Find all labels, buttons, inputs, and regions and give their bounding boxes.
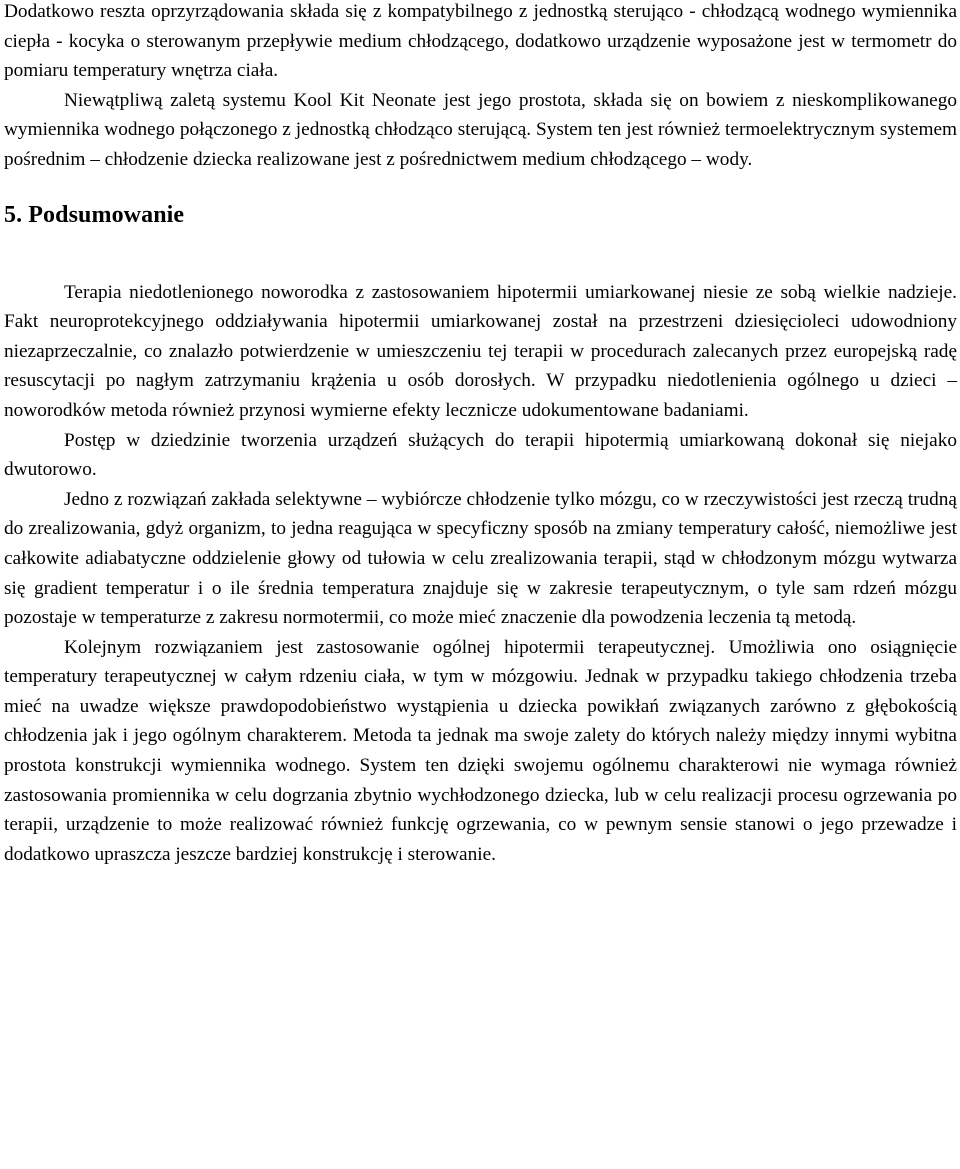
paragraph-summary-whole-body-cooling: Kolejnym rozwiązaniem jest zastosowanie ogólnej hipotermii terapeutycznej. Umożliwia ono osiągnięcie temperatury terapeutycznej w całym rdzeniu ciała, w tym w mózgowiu. Jednak w przypadku takiego chłodzenia trzeba mieć na uwadze większe prawdopodobieństwo wystąpienia u dziecka powikłań związanych zarówno z głębokością chłodzenia jak i jego ogólnym charakterem. Metoda ta jednak ma swoje zalety do których należy między innymi wybitna prostota konstrukcji wymiennika wodnego. System ten dzięki swojemu ogólnemu charakterowi nie wymaga również zastosowania promiennika w celu dogrzania zbytnio wychłodzonego dziecka, lub w celu realizacji procesu ogrzewania po terapii, urządzenie to może realizować również funkcję ogrzewania, co w pewnym sensie stanowi o jego przewadze i dodatkowo upraszcza jeszcze bardziej konstrukcję i sterowanie.: [4, 636, 957, 865]
paragraph-kool-kit-advantages: Niewątpliwą zaletą systemu Kool Kit Neonate jest jego prostota, składa się on bowiem z nieskomplikowanego wymiennika wodnego połączonego z jednostką chłodząco sterującą. System ten jest również termoelektrycznym systemem pośrednim – chłodzenie dziecka realizowane jest z pośrednictwem medium chłodzącego – wody.: [4, 89, 957, 170]
section-heading: 5. Podsumowanie: [4, 201, 185, 228]
paragraph-summary-therapy: Terapia niedotlenionego noworodka z zastosowaniem hipotermii umiarkowanej niesie ze sobą wielkie nadzieje. Fakt neuroprotekcyjnego oddziaływania hipotermii umiarkowanej został na przestrzeni dziesięcioleci udowodniony niezaprzeczalnie, co znalazło potwierdzenie w umieszczeniu tej terapii w procedurach zalecanych przez europejską radę resuscytacji po nagłym zatrzymaniu krążenia u osób dorosłych. W przypadku niedotlenienia ogólnego u dzieci – noworodków metoda również przynosi wymierne efekty lecznicze udokumentowane badaniami.: [4, 281, 957, 421]
heading-spacer: [4, 230, 957, 278]
paragraph-summary-selective-cooling: Jedno z rozwiązań zakłada selektywne – wybiórcze chłodzenie tylko mózgu, co w rzeczywistości jest rzeczą trudną do zrealizowania, gdyż organizm, to jedna reagująca w specyficzny sposób na zmiany temperatury całość, niemożliwe jest całkowite adiabatyczne oddzielenie głowy od tułowia w celu zrealizowania terapii, stąd w chłodzonym mózgu wytwarza się gradient temperatur i o ile średnia temperatura znajduje się w zakresie terapeutycznym, o tyle sam rdzeń mózgu pozostaje w temperaturze z zakresu normotermii, co może mieć znaczenie dla powodzenia leczenia tą metodą.: [4, 488, 957, 629]
paragraph-equipment: Dodatkowo reszta oprzyrządowania składa się z kompatybilnego z jednostką sterująco - chłodzącą wodnego wymiennika ciepła - kocyka o sterowanym przepływie medium chłodzącego, dodatkowo urządzenie wyposażone jest w termometr do pomiaru temperatury wnętrza ciała.: [4, 1, 957, 82]
paragraph-summary-progress: Postęp w dziedzinie tworzenia urządzeń służących do terapii hipotermią umiarkowaną dokonał się niejako dwutorowo.: [4, 429, 957, 481]
